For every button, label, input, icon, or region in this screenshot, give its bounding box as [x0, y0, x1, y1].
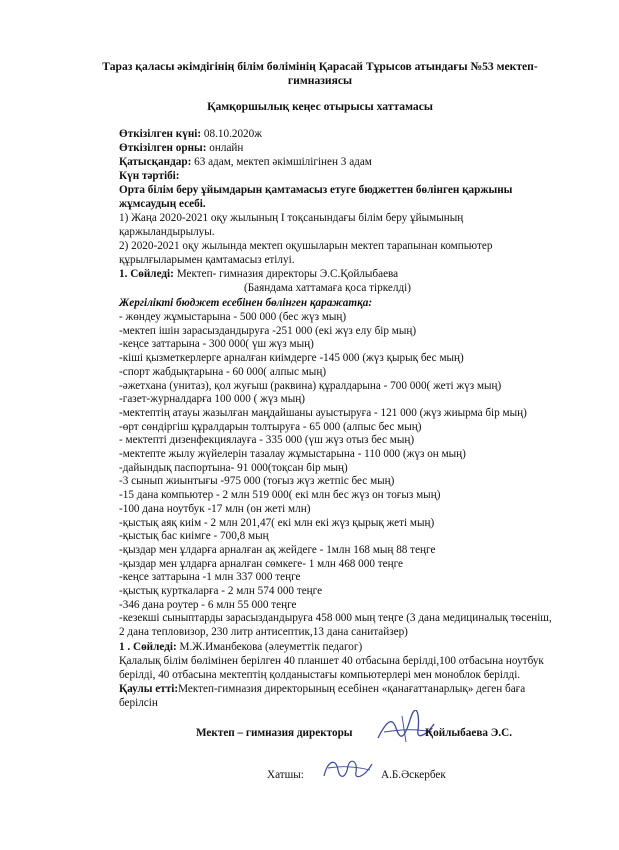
budget-item: -346 дана роутер - 6 млн 55 000 теңге	[119, 598, 297, 611]
agenda-item-2-line-2: құрылғыларымен қамтамасыз етілуі.	[119, 254, 295, 266]
budget-item: -қыздар мен ұлдарға арналған сөмкеге- 1 млн 468 000 теңге	[119, 557, 404, 570]
secretary-signature-icon	[320, 754, 376, 784]
budget-item: -мектеп ішін зарасыздандыруға -251 000 (екі жүз елу бір мың)	[119, 324, 417, 337]
place-value: онлайн	[206, 142, 244, 154]
budget-heading: Жергілікті бюджет есебінен бөлінген қаражатқа:	[119, 297, 373, 309]
budget-item: -кіші қызметкерлерге арналған киімдерге -145 000 (жүз қырық бес мың)	[119, 352, 464, 365]
agenda-heading-line-2: жұмсаудың есебі.	[119, 198, 206, 210]
document-subtitle: Қамқоршылық кеңес отырысы хаттамасы	[207, 100, 433, 113]
budget-item: - жөндеу жұмыстарына - 500 000 (бес жүз мың)	[119, 311, 347, 323]
budget-item: -мектептің атауы жазылған маңдайшаны ауыстыруға - 121 000 (жүз жиырма бір мың)	[119, 406, 527, 419]
budget-item: 2 дана тепловизор, 230 литр антисептик,13 дана санитайзер)	[119, 626, 408, 639]
budget-item: -қыстық курткаларға - 2 млн 574 000 теңге	[119, 585, 323, 597]
budget-item: -газет-журналдарға 100 000 ( жүз мың)	[119, 393, 305, 406]
budget-item: -кеңсе заттарына -1 млн 337 000 теңге	[119, 571, 301, 584]
agenda-heading-line-1: Орта білім беру ұйымдарын қамтамасыз етуге бюджеттен бөлінген қаржыны	[119, 184, 513, 196]
budget-item: -қыздар мен ұлдарға арналған ақ жейдеге - 1млн 168 мың 88 теңге	[119, 543, 436, 556]
agenda-item-1-line-2: қаржыландырылуы.	[119, 226, 215, 238]
speaker-1-note: (Баяндама хаттамаға қоса тіркелді)	[244, 282, 411, 294]
budget-item: - мектепті дизенфекциялауға - 335 000 (үш жүз отыз бес мың)	[119, 434, 415, 447]
meta-participants	[119, 156, 372, 169]
budget-item: -әжетхана (унитаз), қол жуғыш (раквина) құралдарына - 700 000( жеті жүз мың)	[119, 379, 502, 392]
director-signature-label: Мектеп – гимназия директоры	[196, 727, 353, 739]
budget-item: -дайындық паспортына- 91 000(тоқсан бір мың)	[119, 461, 348, 474]
secretary-label: Хатшы:	[267, 769, 304, 781]
budget-item: -қыстық бас киімге - 700,8 мың	[119, 530, 269, 543]
budget-item: -мектепте жылу жүйелерін тазалау жұмыстарына - 110 000 (жүз он мың)	[119, 448, 466, 460]
meta-date	[119, 128, 262, 141]
date-label: Өткізілген күні:	[119, 128, 202, 140]
speaker-2-body-line-1: Қалалық білім бөлімінен берілген 40 планшет 40 отбасына берілді,100 отбасына ноутбук	[119, 655, 544, 667]
director-name: Қойлыбаева Э.С.	[425, 727, 513, 739]
decision	[119, 683, 525, 696]
participants-label: Қатысқандар:	[119, 156, 192, 168]
agenda-item-1-line-1: 1) Жаңа 2020-2021 оқу жылының I тоқсанындағы білім беру ұйымының	[119, 212, 464, 224]
budget-item: -100 дана ноутбук -17 млн (он жеті млн)	[119, 502, 311, 515]
date-value: 08.10.2020ж	[201, 128, 262, 140]
document-title-line-1: Тараз қаласы әкімдігінің білім бөлімінің Қарасай Тұрысов атындағы №53 мектеп-	[102, 60, 538, 73]
speaker-1-text: Мектеп- гимназия директоры Э.С.Қойлыбаева	[173, 268, 399, 280]
agenda-item-2-line-1: 2) 2020-2021 оқу жылында мектеп оқушыларын мектеп тарапынан компьютер	[119, 240, 493, 252]
speaker-2-label: 1 . Сөйледі:	[119, 641, 177, 653]
speaker-1	[119, 268, 398, 281]
decision-text-line-2: берілсін	[119, 697, 158, 709]
budget-item: -кезекші сыныптарды зарасыздандыруға 458 000 мың теңге (3 дана медициналық төсеніш,	[119, 612, 552, 625]
budget-item: -спорт жабдықтарына - 60 000( алпыс мың)	[119, 365, 327, 378]
budget-item: -қыстық аяқ киім - 2 млн 201,47( екі млн екі жүз қырық жеті мың)	[119, 516, 435, 529]
speaker-2	[119, 641, 362, 654]
speaker-2-body-line-2: берілді, 40 отбасына мектептің қолданыстағы компьютерлері мен моноблок берілді.	[119, 669, 521, 681]
speaker-1-label: 1. Сөйледі:	[119, 268, 174, 280]
meta-place	[119, 142, 243, 155]
decision-text-line-1: Мектеп-гимназия директорының есебінен «қанағаттанарлық» деген баға	[178, 683, 526, 695]
decision-label: Қаулы етті:	[119, 683, 179, 695]
budget-item: -3 сынып жиынтығы -975 000 (тоғыз жүз жетпіс бес мың)	[119, 475, 395, 488]
budget-item: -кеңсе заттарына - 300 000( үш жүз мың)	[119, 338, 314, 351]
secretary-name: А.Б.Әскербек	[381, 769, 446, 781]
budget-item: -15 дана компьютер - 2 млн 519 000( екі млн бес жүз он тоғыз мың)	[119, 489, 441, 502]
place-label: Өткізілген орны:	[119, 142, 207, 154]
participants-value: 63 адам, мектеп әкімшілігінен 3 адам	[191, 156, 372, 168]
speaker-2-text: М.Ж.Иманбекова (әлеуметтік педагог)	[176, 641, 363, 653]
document-title-line-2: гимназиясы	[287, 74, 353, 87]
budget-item: -өрт сөндіргіш құралдарын толтыруға - 65 000 (алпыс бес мың)	[119, 420, 422, 433]
agenda-label: Күн тәртібі:	[119, 170, 180, 182]
